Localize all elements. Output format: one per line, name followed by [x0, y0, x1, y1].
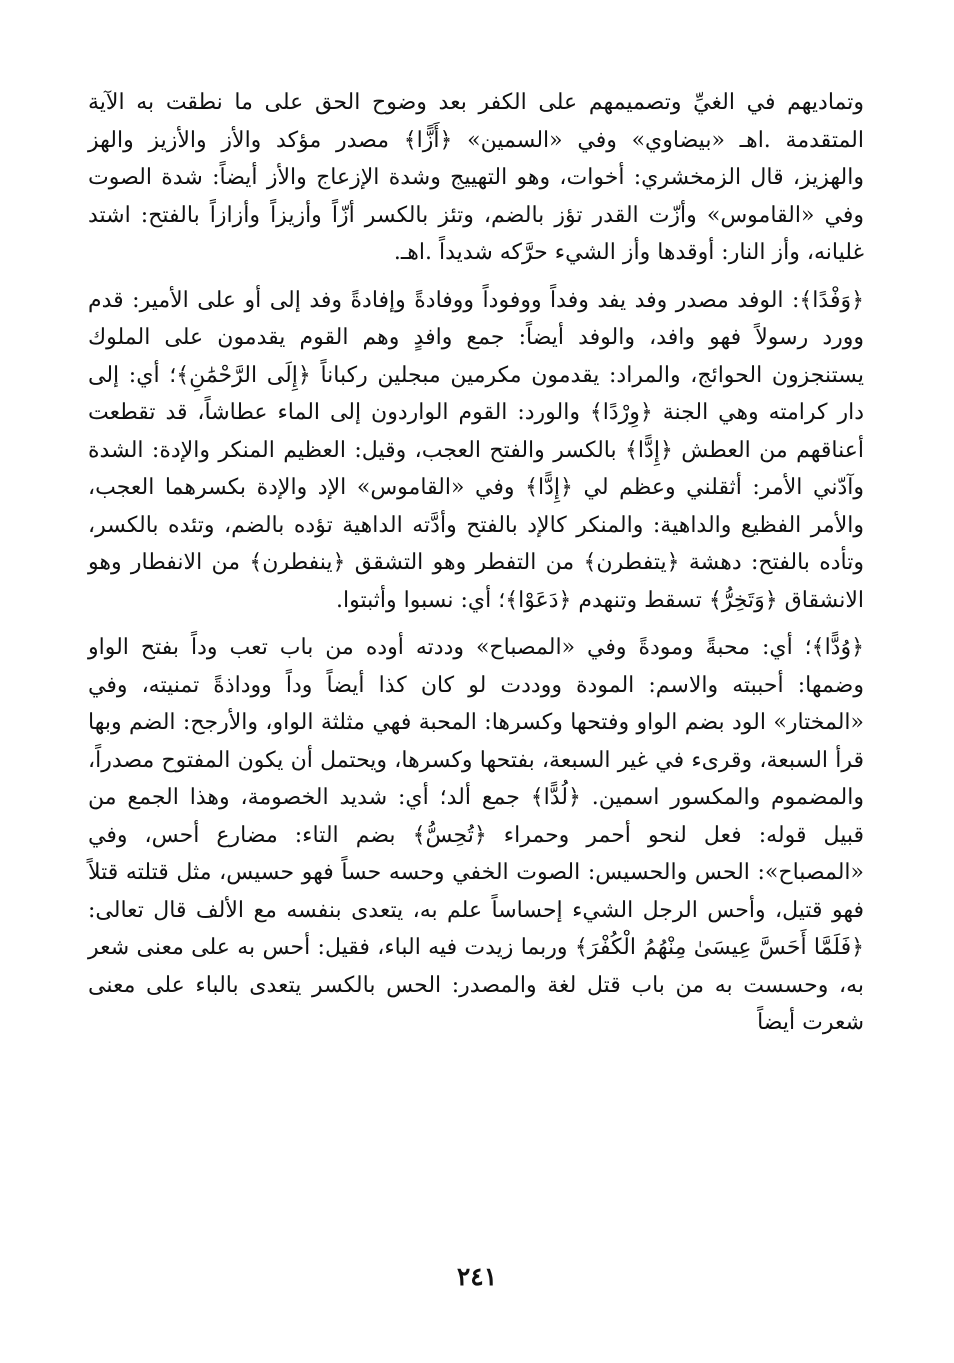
paragraph-3: ﴿وُدًّا﴾؛ أي: محبةً ومودةً وفي «المصباح» وددته أوده من باب تعب وداً بفتح الواو وضمها: أحببته والاسم: المودة ووددت لو كان كذا أيضاً وداً ووداذةً تمنيته، وفي «المختار» الود بضم الواو وفتحها وكسرها: المحبة فهي مثلثة الواو، والأرجح: الضم وبها قرأ السبعة، وقرىء في غير السبعة، بفتحها وكسرها، ويحتمل أن يكون المفتوح مصدراً، والمضموم والمكسور اسمين. ﴿لُدًّا﴾ جمع ألد؛ أي: شديد الخصومة، وهذا الجمع من قبيل قوله: فعل لنحو أحمر وحمراء ﴿تُحِسُّ﴾ بضم التاء: مضارع أحس، وفي «المصباح»: الحس والحسيس: الصوت الخفي وحسه حساً فهو حسيس، مثل قتلته قتلاً فهو قتيل، وأحس الرجل الشيء إحساساً علم به، يتعدى بنفسه مع الألف قال تعالى: ﴿فَلَمَّا أَحَسَّ عِيسَىٰ مِنْهُمُ الْكُفْرَ﴾ وربما زيدت فيه الباء، فقيل: أحس به على معنى شعر به، وحسست به من باب قتل لغة والمصدر: الحس بالكسر يتعدى بالباء على معنى شعرت أيضاً — [88, 635, 864, 1035]
page-number: ٢٤١ — [456, 1262, 498, 1291]
page-body — [88, 84, 864, 1042]
paragraph-2: ﴿وَفْدًا﴾: الوفد مصدر وفد يفد وفداً ووفوداً ووفادةً وإفادةً وفد إلى أو على الأمير: قدم وورد رسولاً فهو وافد، والوفد أيضاً: جمع وافدٍ وهم القوم يقدمون على الملوك يستنجزون الحوائج، والمراد: يقدمون مكرمين مبجلين ركباناً ﴿إِلَى الرَّحْمَٰنِ﴾؛ أي: إلى دار كرامته وهي الجنة ﴿وِرْدًا﴾ والورد: القوم الواردون إلى الماء عطاشاً، قد تقطعت أعناقهم من العطش ﴿إِدًّا﴾ بالكسر والفتح العجب، وقيل: العظيم المنكر والإدة: الشدة وآدّني الأمر: أثقلني وعظم لي ﴿إِدًّا﴾ وفي «القاموس» الإد والإدة بكسرهما العجب، والأمر الفظيع والداهية: والمنكر كالإد بالفتح وأدَّته الداهية تؤده بالضم، وتئده بالكسر، وتأده بالفتح: دهشة ﴿يتفطرن﴾ من التفطر وهو التشقق ﴿ينفطرن﴾ من الانفطار وهو الانشقاق ﴿وَتَخِرُّ﴾ تسقط وتنهدم ﴿دَعَوْا﴾؛ أي: نسبوا وأثبتوا. — [88, 287, 864, 613]
paragraph-1: وتماديهم في الغيِّ وتصميمهم على الكفر بعد وضوح الحق على ما نطقت به الآية المتقدمة .اهـ «بيضاوي» وفي «السمين» ﴿أَزًّا﴾ مصدر مؤكد والأز والأزيز والهز والهزيز، قال الزمخشري: أخوات، وهو التهييج وشدة الإزعاج والأز أيضاً: شدة الصوت وفي «القاموس» وأزّت القدر تؤز بالضم، وتئز بالكسر أزّاً وأزيزاً وأزازاً بالفتح: اشتد غليانه، وأز النار: أوقدها وأز الشيء حرَّكه شديداً .اهـ. — [88, 90, 864, 265]
